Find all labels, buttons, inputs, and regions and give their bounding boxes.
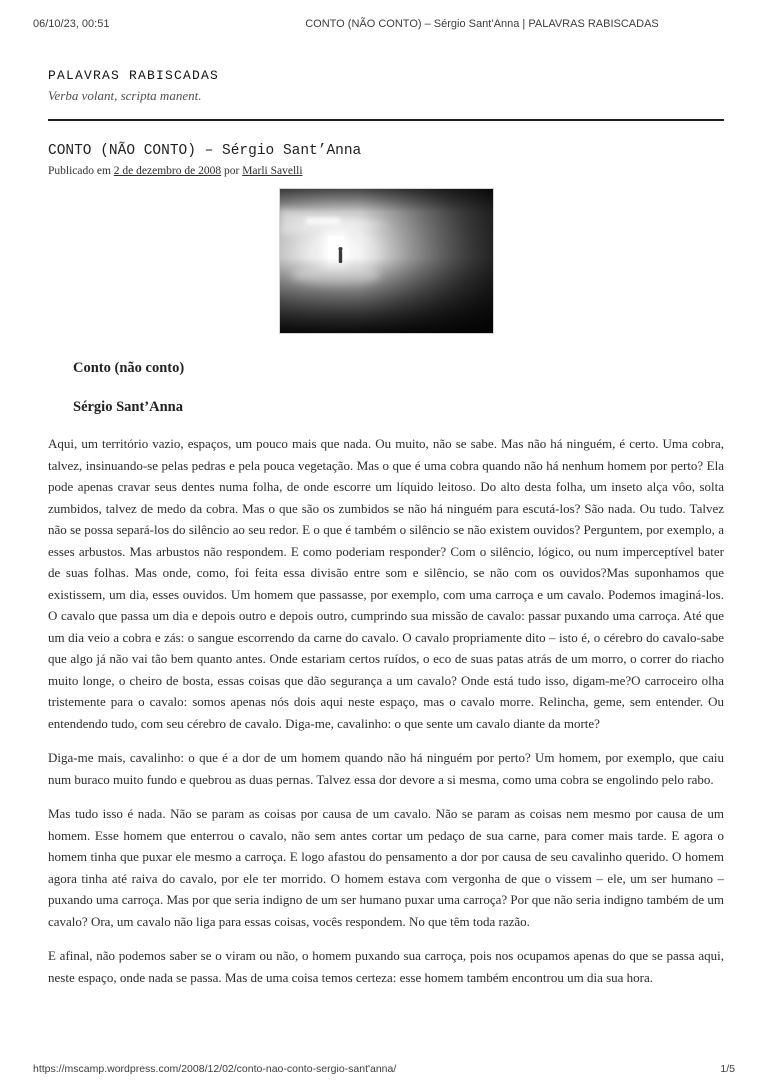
story-paragraph-2: Diga-me mais, cavalinho: o que é a dor de um homem quando não há ninguém por perto? Um homem, por exemplo, que caiu num buraco muito fundo e quebrou as duas pernas. Talvez essa dor devore a si mesma, como uma cobra se engolindo pelo rabo. xyxy=(48,750,724,787)
byline-author-link[interactable]: Marli Savelli xyxy=(242,165,303,177)
header-divider xyxy=(48,119,724,121)
byline-prefix: Publicado em xyxy=(48,165,114,177)
story-author: Sérgio Sant’Anna xyxy=(73,399,183,415)
print-timestamp: 06/10/23, 00:51 xyxy=(33,18,110,30)
site-tagline: Verba volant, scripta manent. xyxy=(48,88,202,103)
page-content xyxy=(48,68,724,1001)
story-title: Conto (não conto) xyxy=(73,360,185,376)
print-footer-url: https://mscamp.wordpress.com/2008/12/02/conto-nao-conto-sergio-sant'anna/ xyxy=(33,1063,397,1075)
print-footer xyxy=(33,1063,735,1075)
doorway-photo xyxy=(279,188,494,334)
story-body xyxy=(48,433,724,988)
post-title: CONTO (NÃO CONTO) – Sérgio Sant’Anna xyxy=(48,143,362,159)
post-byline xyxy=(48,165,724,177)
print-document-title: CONTO (NÃO CONTO) – Sérgio Sant’Anna | PALAVRAS RABISCADAS xyxy=(305,18,659,30)
byline-connector: por xyxy=(221,165,243,177)
story-paragraph-3: Mas tudo isso é nada. Não se param as coisas por causa de um cavalo. Não se param as coisas nem mesmo por causa de um homem. Esse homem que enterrou o cavalo, não sem antes cortar um pedaço de sua carne, para comer mais tarde. E agora o homem tinha que puxar ele mesmo a carroça. E logo afastou do pensamento a dor por causa de seu cavalinho querido. O homem agora tinha até raiva do cavalo, por ele ter morrido. O homem estava com vergonha de que o vissem – ele, um ser humano – puxando uma carroça. Mas por que seria indigno de um ser humano puxar uma carroça? Por que não seria indigno também de um cavalo? Ora, um cavalo não liga para essas coisas, vocês respondem. No que têm toda razão. xyxy=(48,806,724,929)
byline-date-link[interactable]: 2 de dezembro de 2008 xyxy=(113,165,222,177)
story-paragraph-4: E afinal, não podemos saber se o viram ou não, o homem puxando sua carroça, pois nos ocupamos apenas do que se passa aqui, neste espaço, onde nada se passa. Mas de uma coisa temos certeza: esse homem também encontrou um dia sua hora. xyxy=(48,948,724,985)
story-paragraph-1: Aqui, um território vazio, espaços, um pouco mais que nada. Ou muito, não se sabe. Mas não há ninguém, é certo. Uma cobra, talvez, insinuando-se pelas pedras e pela pouca vegetação. Mas o que é uma cobra quando não há nenhum homem por perto? Ela pode apenas cravar seus dentes numa folha, de onde escorre um líquido leitoso. Do alto desta folha, um inseto alça vôo, solta zumbidos, talvez de medo da cobra. Mas o que são os zumbidos se não há ninguém para escutá-los? São nada. Ou tudo. Talvez não se possa separá-los do silêncio ao seu redor. E o que é também o silêncio se não existem ouvidos? Perguntem, por exemplo, a esses arbustos. Mas arbustos não respondem. E como poderiam responder? Com o silêncio, lógico, ou num imperceptível bater de suas folhas. Mas onde, como, foi feita essa divisão entre som e silêncio, se não com os ouvidos?Mas suponhamos que existissem, um dia, esses ouvidos. Um homem que passasse, por exemplo, com uma carroça e um cavalo. Podemos imaginá-los. O cavalo que passa um dia e depois outro e depois outro, cumprindo sua missão de cavalo: passar puxando uma carroça. Até que um dia veio a cobra e zás: o sangue escorrendo da carne do cavalo. O cavalo propriamente dito – isto é, o cérebro do cavalo-sabe que algo já não vai tão bem quanto antes. Onde estariam certos ruídos, o eco de suas patas atrás de um morro, o correr do riacho muito longe, o cheiro de bosta, essas coisas que dão segurança a um cavalo? Onde está tudo isso, digam-me?O carroceiro olha tristemente para o cavalo: somos apenas nós dois aqui neste espaço, mas o cavalo morre. Relincha, geme, sem entender. Ou entendendo tudo, com seu cérebro de cavalo. Diga-me, cavalinho: o que sente um cavalo diante da morte? xyxy=(48,436,724,731)
post-image xyxy=(279,188,494,334)
site-title: PALAVRAS RABISCADAS xyxy=(48,68,220,83)
print-page-indicator: 1/5 xyxy=(720,1063,735,1075)
print-header xyxy=(33,18,735,32)
